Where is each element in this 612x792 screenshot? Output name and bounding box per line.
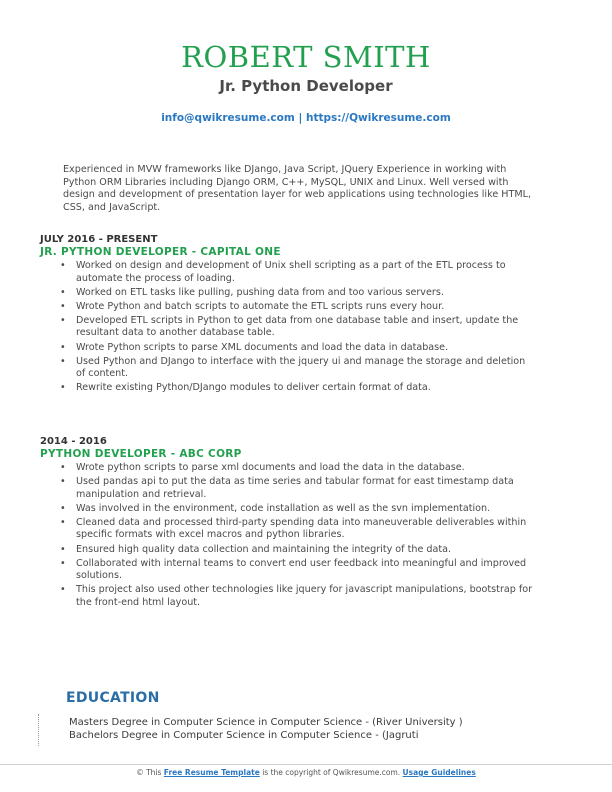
experience-dates: 2014 - 2016 bbox=[40, 436, 107, 447]
bullet-item: • Used pandas api to put the data as time series and tabular format for east timestamp data manipulation and retrieval. bbox=[76, 476, 540, 501]
experience-entry-2 bbox=[40, 436, 540, 611]
footer-prefix: © This bbox=[136, 768, 162, 777]
bullet-item: • Wrote Python and batch scripts to automate the ETL scripts runs every hour. bbox=[76, 301, 540, 314]
contact-separator: | bbox=[298, 112, 303, 124]
bullet-item: • Worked on ETL tasks like pulling, pushing data from and too various servers. bbox=[76, 287, 540, 300]
experience-dates: JULY 2016 - PRESENT bbox=[40, 234, 158, 245]
summary-paragraph: Experienced in MVW frameworks like DJango, Java Script, JQuery Experience in working with Python ORM Libraries including Django ORM, C++, MySQL, UNIX and Linux. Well versed with design and development of presentation layer for web applications using technologies like HTML, CSS, and JavaScript. bbox=[63, 164, 532, 213]
bullet-item: • Collaborated with internal teams to convert end user feedback into meaningful and improved solutions. bbox=[76, 558, 540, 583]
education-divider bbox=[38, 714, 39, 746]
email-link[interactable]: info@qwikresume.com bbox=[161, 112, 295, 124]
footer-divider bbox=[0, 764, 612, 765]
bullet-item: • This project also used other technologies like jquery for javascript manipulations, bootstrap for the front-end html layout. bbox=[76, 584, 540, 609]
contact-line bbox=[0, 111, 612, 125]
bullet-item: • Used Python and DJango to interface with the jquery ui and manage the storage and deletion of content. bbox=[76, 356, 540, 381]
footer bbox=[0, 768, 612, 778]
usage-guidelines-link[interactable]: Usage Guidelines bbox=[402, 768, 476, 777]
bullet-item: • Developed ETL scripts in Python to get data from one database table and insert, update the resultant data to another database table. bbox=[76, 315, 540, 340]
bullet-item: • Wrote python scripts to parse xml documents and load the data in the database. bbox=[76, 462, 540, 475]
experience-entry-1 bbox=[40, 234, 540, 396]
bullet-item: • Worked on design and development of Unix shell scripting as a part of the ETL process to automate the process of loading. bbox=[76, 260, 540, 285]
experience-bullets bbox=[40, 462, 540, 610]
footer-copyright-text: is the copyright of Qwikresume.com. bbox=[262, 768, 401, 777]
bullet-item: • Was involved in the environment, code installation as well as the svn implementation. bbox=[76, 503, 540, 516]
experience-bullets bbox=[40, 260, 540, 395]
experience-role: JR. PYTHON DEVELOPER - CAPITAL ONE bbox=[40, 246, 281, 258]
education-item: Masters Degree in Computer Science in Computer Science - (River University ) bbox=[69, 717, 463, 728]
experience-role: PYTHON DEVELOPER - ABC CORP bbox=[40, 448, 242, 460]
bullet-item: • Ensured high quality data collection and maintaining the integrity of the data. bbox=[76, 544, 540, 557]
education-item: Bachelors Degree in Computer Science in Computer Science - (Jagruti bbox=[69, 730, 419, 741]
website-link[interactable]: https://Qwikresume.com bbox=[305, 112, 451, 124]
job-title: Jr. Python Developer bbox=[219, 77, 393, 95]
bullet-item: • Cleaned data and processed third-party spending data into maneuverable deliverables within specific formats with excel macros and python libraries. bbox=[76, 517, 540, 542]
bullet-item: • Rewrite existing Python/DJango modules to deliver certain format of data. bbox=[76, 382, 540, 395]
education-list bbox=[69, 716, 539, 742]
education-heading: EDUCATION bbox=[66, 690, 160, 706]
bullet-item: • Wrote Python scripts to parse XML documents and load the data in database. bbox=[76, 342, 540, 355]
free-resume-template-link[interactable]: Free Resume Template bbox=[163, 768, 260, 777]
candidate-name: ROBERT SMITH bbox=[181, 40, 431, 74]
